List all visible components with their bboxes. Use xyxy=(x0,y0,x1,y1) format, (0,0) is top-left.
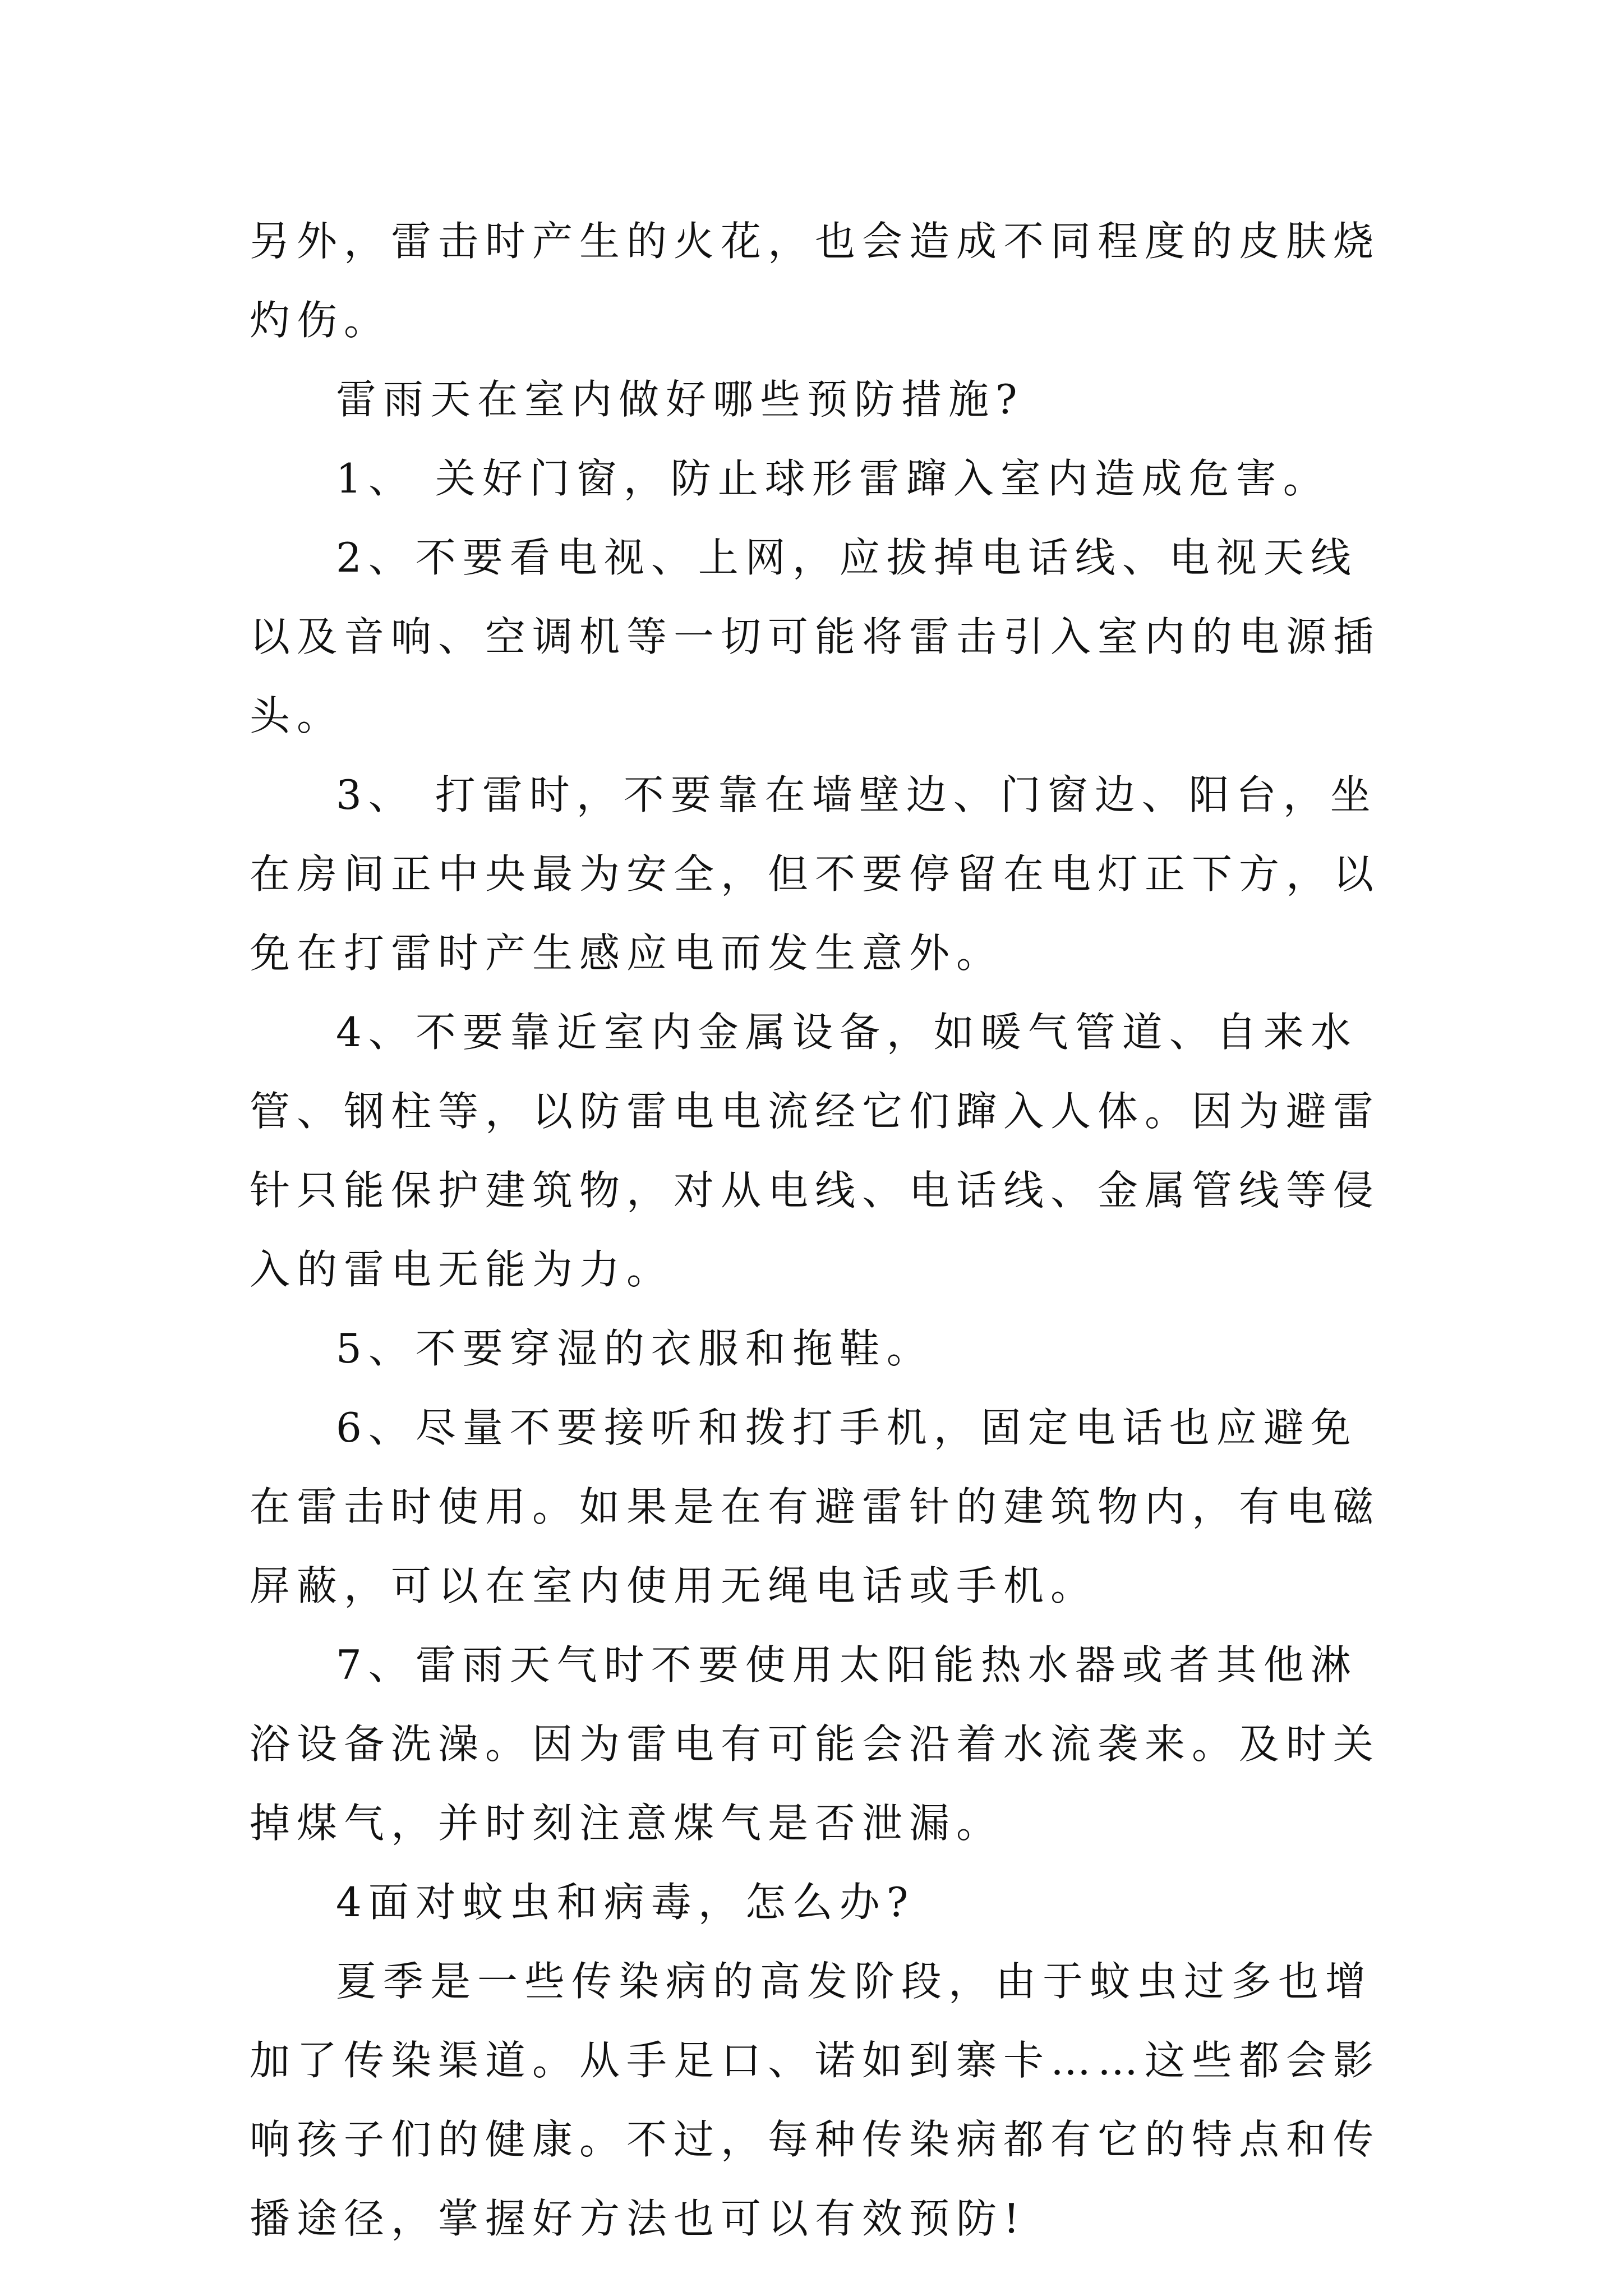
section-heading-mosquitoes-viruses: 4面对蚊虫和病毒，怎么办? xyxy=(336,1879,915,1926)
document-body xyxy=(250,202,1391,2258)
paragraph-burn-injury: 另外，雷击时产生的火花，也会造成不同程度的皮肤烧灼伤。 xyxy=(250,218,1381,344)
paragraph-item-1: 1、 关好门窗，防止球形雷蹿入室内造成危害。 xyxy=(336,455,1330,502)
paragraph-indoor-precautions-heading: 雷雨天在室内做好哪些预防措施? xyxy=(336,376,1024,423)
paragraph-infectious-disease: 夏季是一些传染病的高发阶段，由于蚊虫过多也增加了传染渠道。从手足口、诺如到寨卡……这些都会影响孩子们的健康。不过，每种传染病都有它的特点和传播途径，掌握好方法也可以有效预防! xyxy=(250,1958,1381,2242)
paragraph-item-7: 7、雷雨天气时不要使用太阳能热水器或者其他淋浴设备洗澡。因为雷电有可能会沿着水流袭来。及时关掉煤气，并时刻注意煤气是否泄漏。 xyxy=(250,1641,1381,1847)
paragraph-item-3: 3、 打雷时，不要靠在墙壁边、门窗边、阳台，坐在房间正中央最为安全，但不要停留在电灯正下方，以免在打雷时产生感应电而发生意外。 xyxy=(250,771,1381,977)
paragraph-item-6: 6、尽量不要接听和拨打手机，固定电话也应避免在雷击时使用。如果是在有避雷针的建筑物内，有电磁屏蔽，可以在室内使用无绳电话或手机。 xyxy=(250,1404,1381,1609)
paragraph-item-4: 4、不要靠近室内金属设备，如暖气管道、自来水管、钢柱等，以防雷电电流经它们蹿入人体。因为避雷针只能保护建筑物，对从电线、电话线、金属管线等侵入的雷电无能为力。 xyxy=(250,1009,1381,1293)
paragraph-item-5: 5、不要穿湿的衣服和拖鞋。 xyxy=(336,1325,934,1372)
paragraph-item-2: 2、不要看电视、上网，应拔掉电话线、电视天线以及音响、空调机等一切可能将雷击引入室内的电源插头。 xyxy=(250,534,1381,739)
